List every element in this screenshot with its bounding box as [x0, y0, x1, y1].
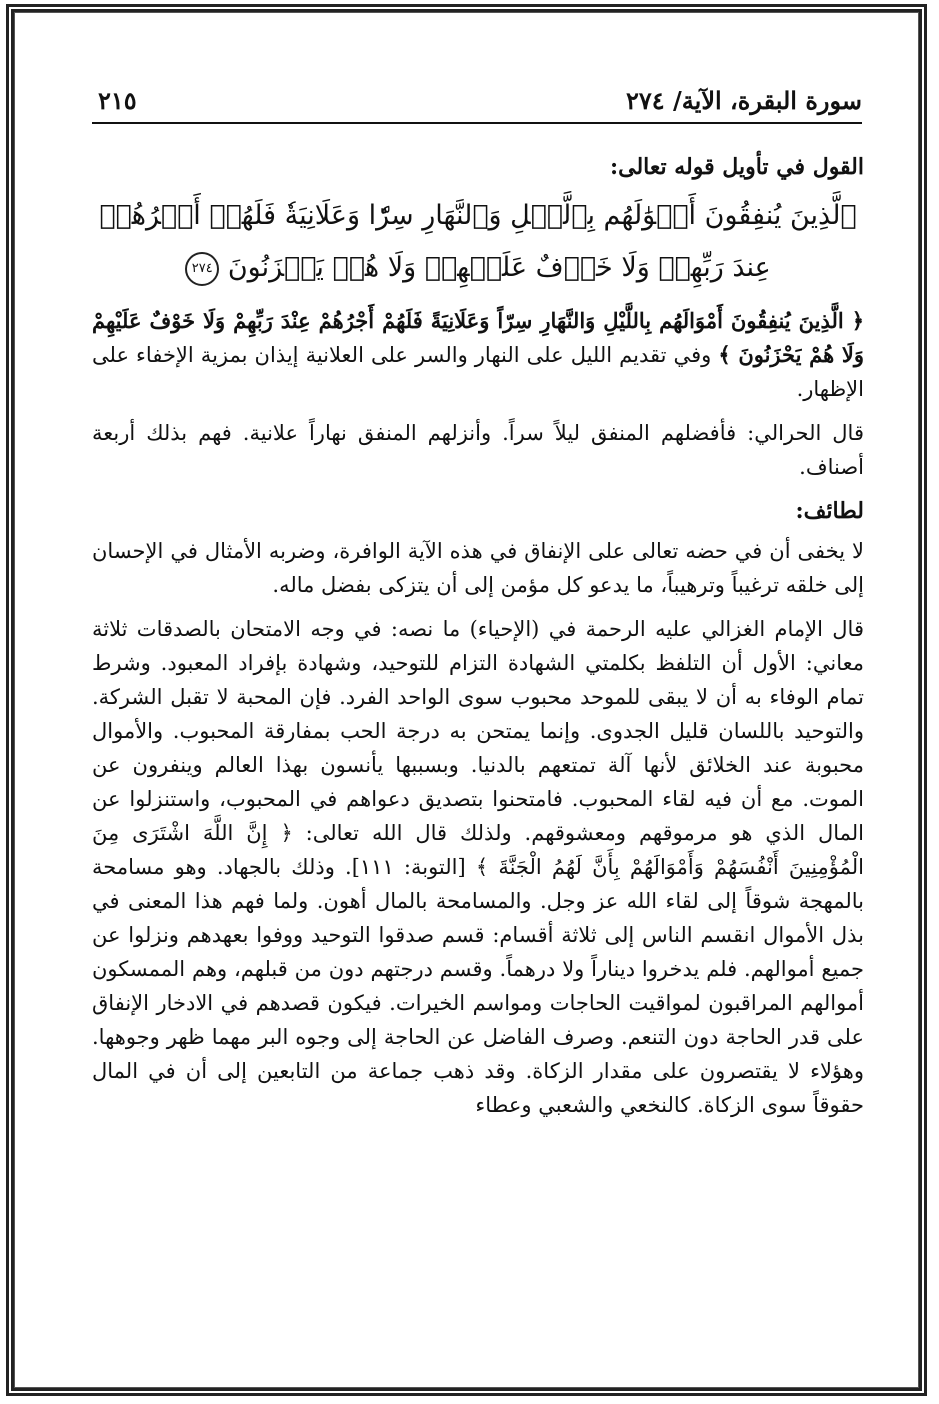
- section-heading: لطائف:: [795, 498, 864, 524]
- paragraph-text: وفي تقديم الليل على النهار والسر على العلانية إيذان بمزية الإخفاء على الإظهار.: [92, 343, 864, 401]
- page-number: ٢١٥: [98, 86, 137, 115]
- section-heading: القول في تأويل قوله تعالى:: [610, 154, 864, 180]
- quran-verse: [92, 190, 864, 294]
- running-header: [92, 82, 862, 124]
- quran-verse-line-2: [92, 242, 864, 294]
- ayah-number-icon: ٢٧٤: [185, 252, 219, 286]
- paragraph: [92, 304, 864, 406]
- quran-verse-line-1: ٱلَّذِينَ يُنفِقُونَ أَمۡوَٰلَهُم بِٱلَّيۡلِ وَٱلنَّهَارِ سِرّٗا وَعَلَانِيَةٗ فَلَهُمۡ أَجۡرُهُمۡ: [99, 200, 857, 231]
- paragraph: قال الحرالي: فأفضلهم المنفق ليلاً سراً. وأنزلهم المنفق نهاراً علانية. فهم بذلك أربعة أصناف.: [92, 421, 864, 479]
- paragraph: قال الإمام الغزالي عليه الرحمة في (الإحياء) ما نصه: في وجه الامتحان بالصدقات ثلاثة معاني: الأول أن التلفظ بكلمتي الشهادة التزام للتوحيد، وشهادة بإفراد المعبود. وشرط تمام الوفاء به أن لا يبقى للموحد محبوب سوى الواحد الفرد. فإن المحبة لا تقبل الشركة. والتوحيد باللسان قليل الجدوى. وإنما يمتحن به درجة الحب بمفارقة المحبوب. والأموال محبوبة عند الخلائق لأنها آلة تمتعهم بالدنيا. وبسببها يأنسون بهذا العالم وينفرون عن الموت. مع أن فيه لقاء المحبوب. فامتحنوا بتصديق دعواهم في المحبوب، واستنزلوا عن المال الذي هو مرموقهم ومعشوقهم. ولذلك قال الله تعالى: ﴿ إِنَّ اللَّهَ اشْتَرَى مِنَ الْمُؤْمِنِينَ أَنْفُسَهُمْ وَأَمْوَالَهُمْ بِأَنَّ لَهُمُ الْجَنَّةَ ﴾ [التوبة: ١١١]. وذلك بالجهاد. وهو مسامحة بالمهجة شوقاً إلى لقاء الله عز وجل. والمسامحة بالمال أهون. ولما فهم هذا المعنى في بذل الأموال انقسم الناس إلى ثلاثة أقسام: قسم صدقوا التوحيد ووفوا بعهدهم ونزلوا عن جميع أموالهم. فلم يدخروا ديناراً ولا درهماً. وقسم درجتهم دون من قبلهم، وهم الممسكون أموالهم المراقبون لمواقيت الحاجات ومواسم الخيرات. فيكون قصدهم في الادخار الإنفاق على قدر الحاجة دون التنعم. وصرف الفاضل عن الحاجة إلى وجوه البر مهما ظهر وجوهها. وهؤلاء لا يقتصرون على مقدار الزكاة. وقد ذهب جماعة من التابعين إلى أن في المال حقوقاً سوى الزكاة. كالنخعي والشعبي وعطاء: [92, 617, 864, 1117]
- page-body: [92, 150, 864, 1132]
- header-title: سورة البقرة، الآية/ ٢٧٤: [625, 86, 862, 115]
- paragraph: لا يخفى أن في حضه تعالى على الإنفاق في هذه الآية الوافرة، وضربه الأمثال في الإحسان إلى خلقه ترغيباً وترهيباً، ما يدعو كل مؤمن إلى أن يتزكى بفضل ماله.: [92, 539, 864, 597]
- verse-quote: ﴿ الَّذِينَ يُنفِقُونَ أَمْوَالَهُم بِاللَّيْلِ وَالنَّهَارِ سِرّاً وَعَلَانِيَةً فَلَهُمْ أَجْرُهُمْ عِنْدَ رَبِّهِمْ وَلَا خَوْفٌ عَلَيْهِمْ وَلَا هُمْ يَحْزَنُونَ ﴾: [92, 308, 864, 367]
- quran-verse-line-2-text: عِندَ رَبِّهِمۡ وَلَا خَوۡفٌ عَلَيۡهِمۡ وَلَا هُمۡ يَحۡزَنُونَ: [227, 252, 771, 283]
